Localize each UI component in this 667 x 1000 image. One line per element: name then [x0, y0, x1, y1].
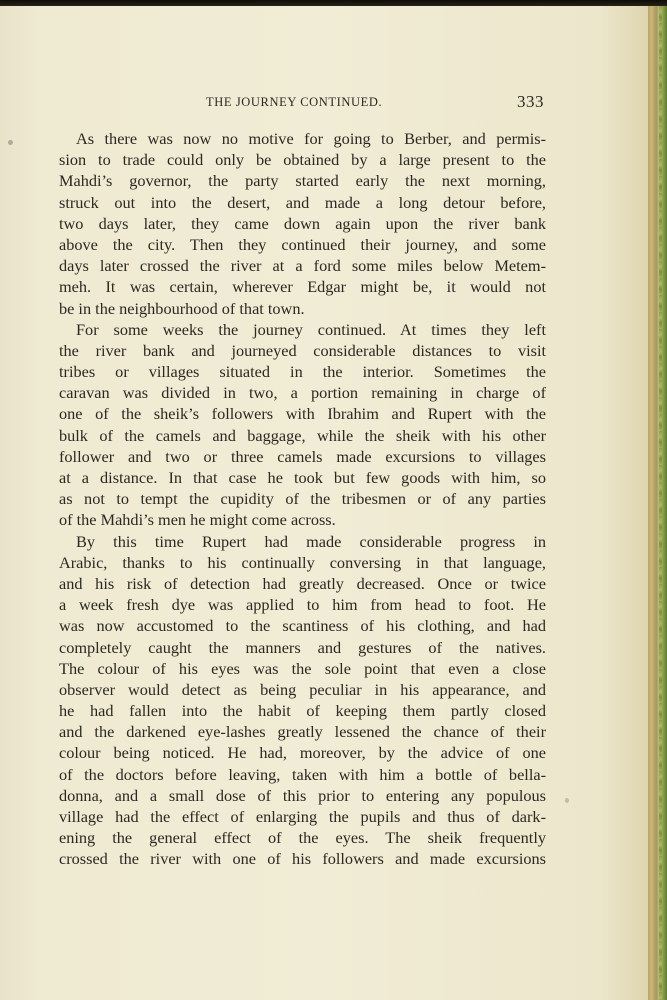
text-line: village had the effect of enlarging the pupils and thus of dark- [59, 807, 546, 826]
page-edge-stripe [659, 6, 662, 1000]
text-line: For some weeks the journey continued. At times they left [76, 319, 546, 339]
text-line: struck out into the desert, and made a long detour before, [59, 192, 546, 212]
paragraph-2 [59, 319, 546, 531]
text-line: The colour of his eyes was the sole point that even a close [59, 658, 546, 678]
paragraph-1 [59, 128, 546, 319]
text-line: be in the neighbourhood of that town. [59, 298, 305, 318]
text-line: bulk of the camels and baggage, while the sheik with his other [59, 425, 546, 445]
text-line: tribes or villages situated in the interior. Sometimes the [59, 362, 546, 382]
text-line: completely caught the manners and gestures of the natives. [59, 637, 546, 657]
text-line: caravan was divided in two, a portion remaining in charge of [59, 383, 546, 403]
text-line: Mahdi’s governor, the party started early the next morning, [59, 171, 546, 191]
text-line: sion to trade could only be obtained by a large present to the [59, 150, 546, 170]
text-line: two days later, they came down again upon the river bank [59, 213, 546, 233]
text-line: meh. It was certain, wherever Edgar might be, it would not [59, 277, 546, 297]
page-number: 333 [517, 92, 544, 111]
text-line: Arabic, thanks to his continually conversing in that language, [59, 552, 546, 572]
text-line: of the doctors before leaving, taken with him a bottle of bella- [59, 764, 546, 784]
text-line: he had fallen into the habit of keeping them partly closed [59, 701, 546, 721]
text-line: As there was now no motive for going to Berber, and permis- [76, 129, 546, 148]
text-line: and the darkened eye-lashes greatly lessened the chance of their [59, 722, 546, 742]
body-text [59, 128, 546, 870]
text-line: the river bank and journeyed considerable distances to visit [59, 340, 546, 360]
paper-speck [565, 798, 569, 803]
text-line: donna, and a small dose of this prior to entering any populous [59, 785, 546, 805]
text-line: days later crossed the river at a ford some miles below Metem- [59, 256, 546, 276]
text-line: of the Mahdi’s men he might come across. [59, 510, 336, 530]
page-edge [648, 6, 667, 1000]
page-header [60, 92, 546, 116]
text-line: observer would detect as being peculiar in his appearance, and [59, 679, 546, 699]
text-line: as not to tempt the cupidity of the tribesmen or of any parties [59, 489, 546, 509]
paragraph-3 [59, 531, 546, 870]
text-line: was now accustomed to the scantiness of his clothing, and had [59, 616, 546, 636]
text-line: and his risk of detection had greatly decreased. Once or twice [59, 573, 546, 593]
text-line: follower and two or three camels made excursions to villages [59, 446, 546, 466]
text-line: colour being noticed. He had, moreover, by the advice of one [59, 743, 546, 763]
text-line: crossed the river with one of his followers and made excursions [59, 849, 546, 869]
text-line: one of the sheik’s followers with Ibrahim and Rupert with the [59, 404, 546, 424]
text-line: at a distance. In that case he took but few goods with him, so [59, 468, 546, 487]
margin-mark [8, 140, 13, 145]
text-line: above the city. Then they continued their journey, and some [59, 234, 546, 254]
running-head: THE JOURNEY CONTINUED. [206, 95, 383, 109]
text-line: By this time Rupert had made considerable progress in [76, 531, 546, 551]
text-line: a week fresh dye was applied to him from head to foot. He [59, 595, 546, 615]
text-line: ening the general effect of the eyes. The sheik frequently [59, 828, 546, 848]
